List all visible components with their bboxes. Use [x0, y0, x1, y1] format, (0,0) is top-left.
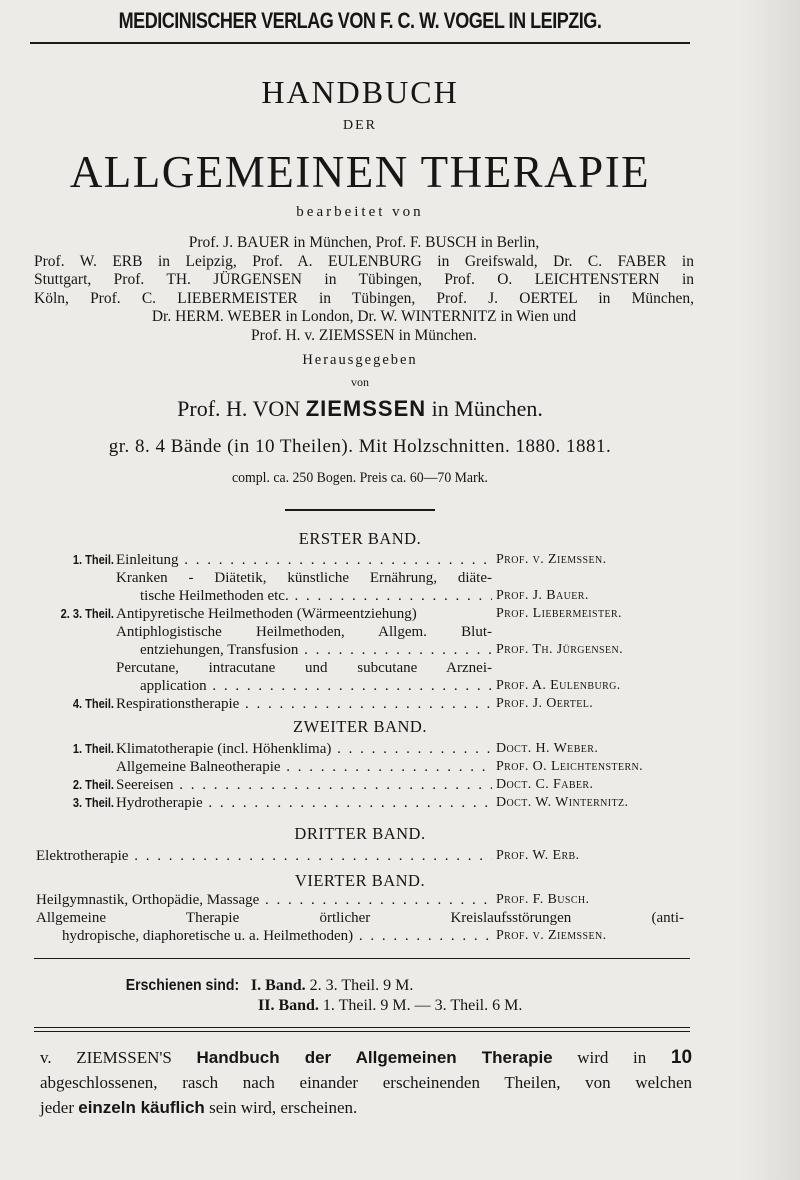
- contributors-list: [34, 234, 694, 345]
- publisher-header: MEDICINISCHER VERLAG VON F. C. W. VOGEL IN LEIPZIG.: [118, 8, 602, 33]
- entry-author: Doct. C. Faber.: [496, 777, 594, 792]
- entry-author: Prof. F. Busch.: [496, 892, 590, 907]
- entry-author: Doct. W. Winternitz.: [496, 795, 629, 810]
- contributors-line: Stuttgart, Prof. TH. JÜRGENSEN in Tübingen, Prof. O. LEICHTENSTERN in: [34, 271, 694, 288]
- footer-line: abgeschlossenen, rasch nach einander erscheinenden Theilen, von welchen: [40, 1073, 692, 1092]
- theil-label: 2. Theil.: [72, 777, 114, 792]
- editor-suffix: in München.: [431, 396, 543, 421]
- footer-line: [40, 1095, 692, 1120]
- band-1-title: ERSTER BAND.: [298, 529, 422, 548]
- page-edge-shadow: [740, 0, 800, 1180]
- entry-text: Heilgymnastik, Orthopädie, Massage: [36, 892, 260, 908]
- entry-text: Allgemeine Therapie örtlicher Kreislaufsstörungen (anti-: [36, 910, 684, 926]
- footer-bold: einzeln käuflich: [78, 1098, 205, 1117]
- entry-text: Elektrotherapie: [36, 848, 129, 864]
- contributors-line: Prof. H. v. ZIEMSSEN in München.: [251, 326, 477, 344]
- entry-text: tische Heilmethoden etc.: [140, 588, 289, 604]
- entry-text: hydropische, diaphoretische u. a. Heilmethoden): [62, 928, 354, 944]
- herausgegeben-label: Herausgegeben: [302, 352, 418, 368]
- editor-line: [0, 396, 720, 422]
- entry-text: entziehungen, Transfusion: [140, 642, 299, 658]
- entry-author: Prof. v. Ziemssen.: [496, 552, 607, 567]
- editor-prefix: Prof. H. VON: [177, 396, 301, 421]
- published-detail: 1. Theil. 9 M. — 3. Theil. 6 M.: [322, 997, 523, 1014]
- editor-name: ZIEMSSEN: [305, 396, 427, 421]
- title-main: ALLGEMEINEN THERAPIE: [69, 147, 651, 197]
- published-label: Erschienen sind:: [125, 977, 240, 994]
- entry-author: Prof. W. Erb.: [496, 848, 580, 863]
- title-handbuch: HANDBUCH: [261, 74, 459, 110]
- theil-label: 3. Theil.: [72, 795, 114, 810]
- entry-text: Respirationstherapie: [116, 696, 240, 712]
- contributors-line: Köln, Prof. C. LIEBERMEISTER in Tübingen, Prof. J. OERTEL in München,: [34, 289, 694, 307]
- theil-label: 1. Theil.: [72, 552, 114, 567]
- entry-text: Allgemeine Balneotherapie: [116, 759, 281, 775]
- entry-text: application: [140, 678, 207, 694]
- section-rule: [285, 509, 435, 511]
- divider: [34, 1027, 690, 1028]
- footer-line: [40, 1045, 692, 1070]
- footer-text: wird in: [577, 1048, 647, 1067]
- band-2-title: ZWEITER BAND.: [293, 717, 427, 736]
- contributors-line: Prof. W. ERB in Leipzig, Prof. A. EULENBURG in Greifswald, Dr. C. FABER in: [34, 252, 694, 270]
- von-label: von: [351, 375, 369, 389]
- published-line-2: [258, 997, 522, 1015]
- theil-label: 1. Theil.: [72, 741, 114, 756]
- byline: bearbeitet von: [296, 204, 424, 220]
- footer-note: [40, 1045, 692, 1120]
- entry-author: Prof. A. Eulenburg.: [496, 678, 621, 693]
- published-detail: 2. 3. Theil. 9 M.: [309, 977, 414, 994]
- published-band: II. Band.: [258, 997, 319, 1014]
- entry-text: Einleitung: [116, 552, 179, 568]
- published-band: I. Band.: [250, 977, 306, 994]
- divider: [34, 1031, 690, 1032]
- divider: [34, 958, 690, 959]
- footer-bold: 10: [670, 1047, 693, 1068]
- footer-text: jeder: [40, 1098, 74, 1117]
- entry-text: Seereisen: [116, 777, 174, 793]
- title-der: DER: [343, 118, 377, 133]
- band-3-title: DRITTER BAND.: [294, 824, 426, 843]
- theil-label: 4. Theil.: [72, 696, 114, 711]
- entry-author: Prof. J. Bauer.: [496, 588, 589, 603]
- header-rule: [30, 42, 690, 44]
- entry-author: Prof. J. Oertel.: [496, 696, 594, 711]
- price-line: compl. ca. 250 Bogen. Preis ca. 60—70 Mark.: [231, 470, 489, 486]
- entry-text: Hydrotherapie: [116, 795, 203, 811]
- entry-text: Klimatotherapie (incl. Höhenklima): [116, 741, 332, 757]
- entry-text: Antiphlogistische Heilmethoden, Allgem. Blut-: [116, 624, 492, 640]
- footer-text: v. ZIEMSSEN'S: [40, 1048, 172, 1067]
- entry-author: Prof. Liebermeister.: [496, 606, 622, 621]
- entry-author: Doct. H. Weber.: [496, 741, 599, 756]
- footer-bold: Handbuch der Allgemeinen Therapie: [196, 1048, 553, 1067]
- footer-text: sein wird, erscheinen.: [209, 1098, 358, 1117]
- theil-label: 2. 3. Theil.: [60, 606, 114, 621]
- entry-author: Prof. v. Ziemssen.: [496, 928, 607, 943]
- entry-text: Antipyretische Heilmethoden (Wärmeentziehung): [116, 606, 417, 622]
- entry-text: Kranken - Diätetik, künstliche Ernährung, diäte-: [116, 570, 492, 586]
- published-line-1: [118, 977, 413, 995]
- entry-text: Percutane, intracutane und subcutane Arznei-: [116, 660, 492, 676]
- contributors-line: Prof. J. BAUER in München, Prof. F. BUSCH in Berlin,: [188, 234, 540, 251]
- entry-author: Prof. Th. Jürgensen.: [496, 642, 624, 657]
- contributors-line: Dr. HERM. WEBER in London, Dr. W. WINTERNITZ in Wien und: [151, 308, 577, 325]
- format-line: gr. 8. 4 Bände (in 10 Theilen). Mit Holzschnitten. 1880. 1881.: [108, 436, 612, 457]
- entry-author: Prof. O. Leichtenstern.: [496, 759, 644, 774]
- band-4-title: VIERTER BAND.: [294, 871, 426, 890]
